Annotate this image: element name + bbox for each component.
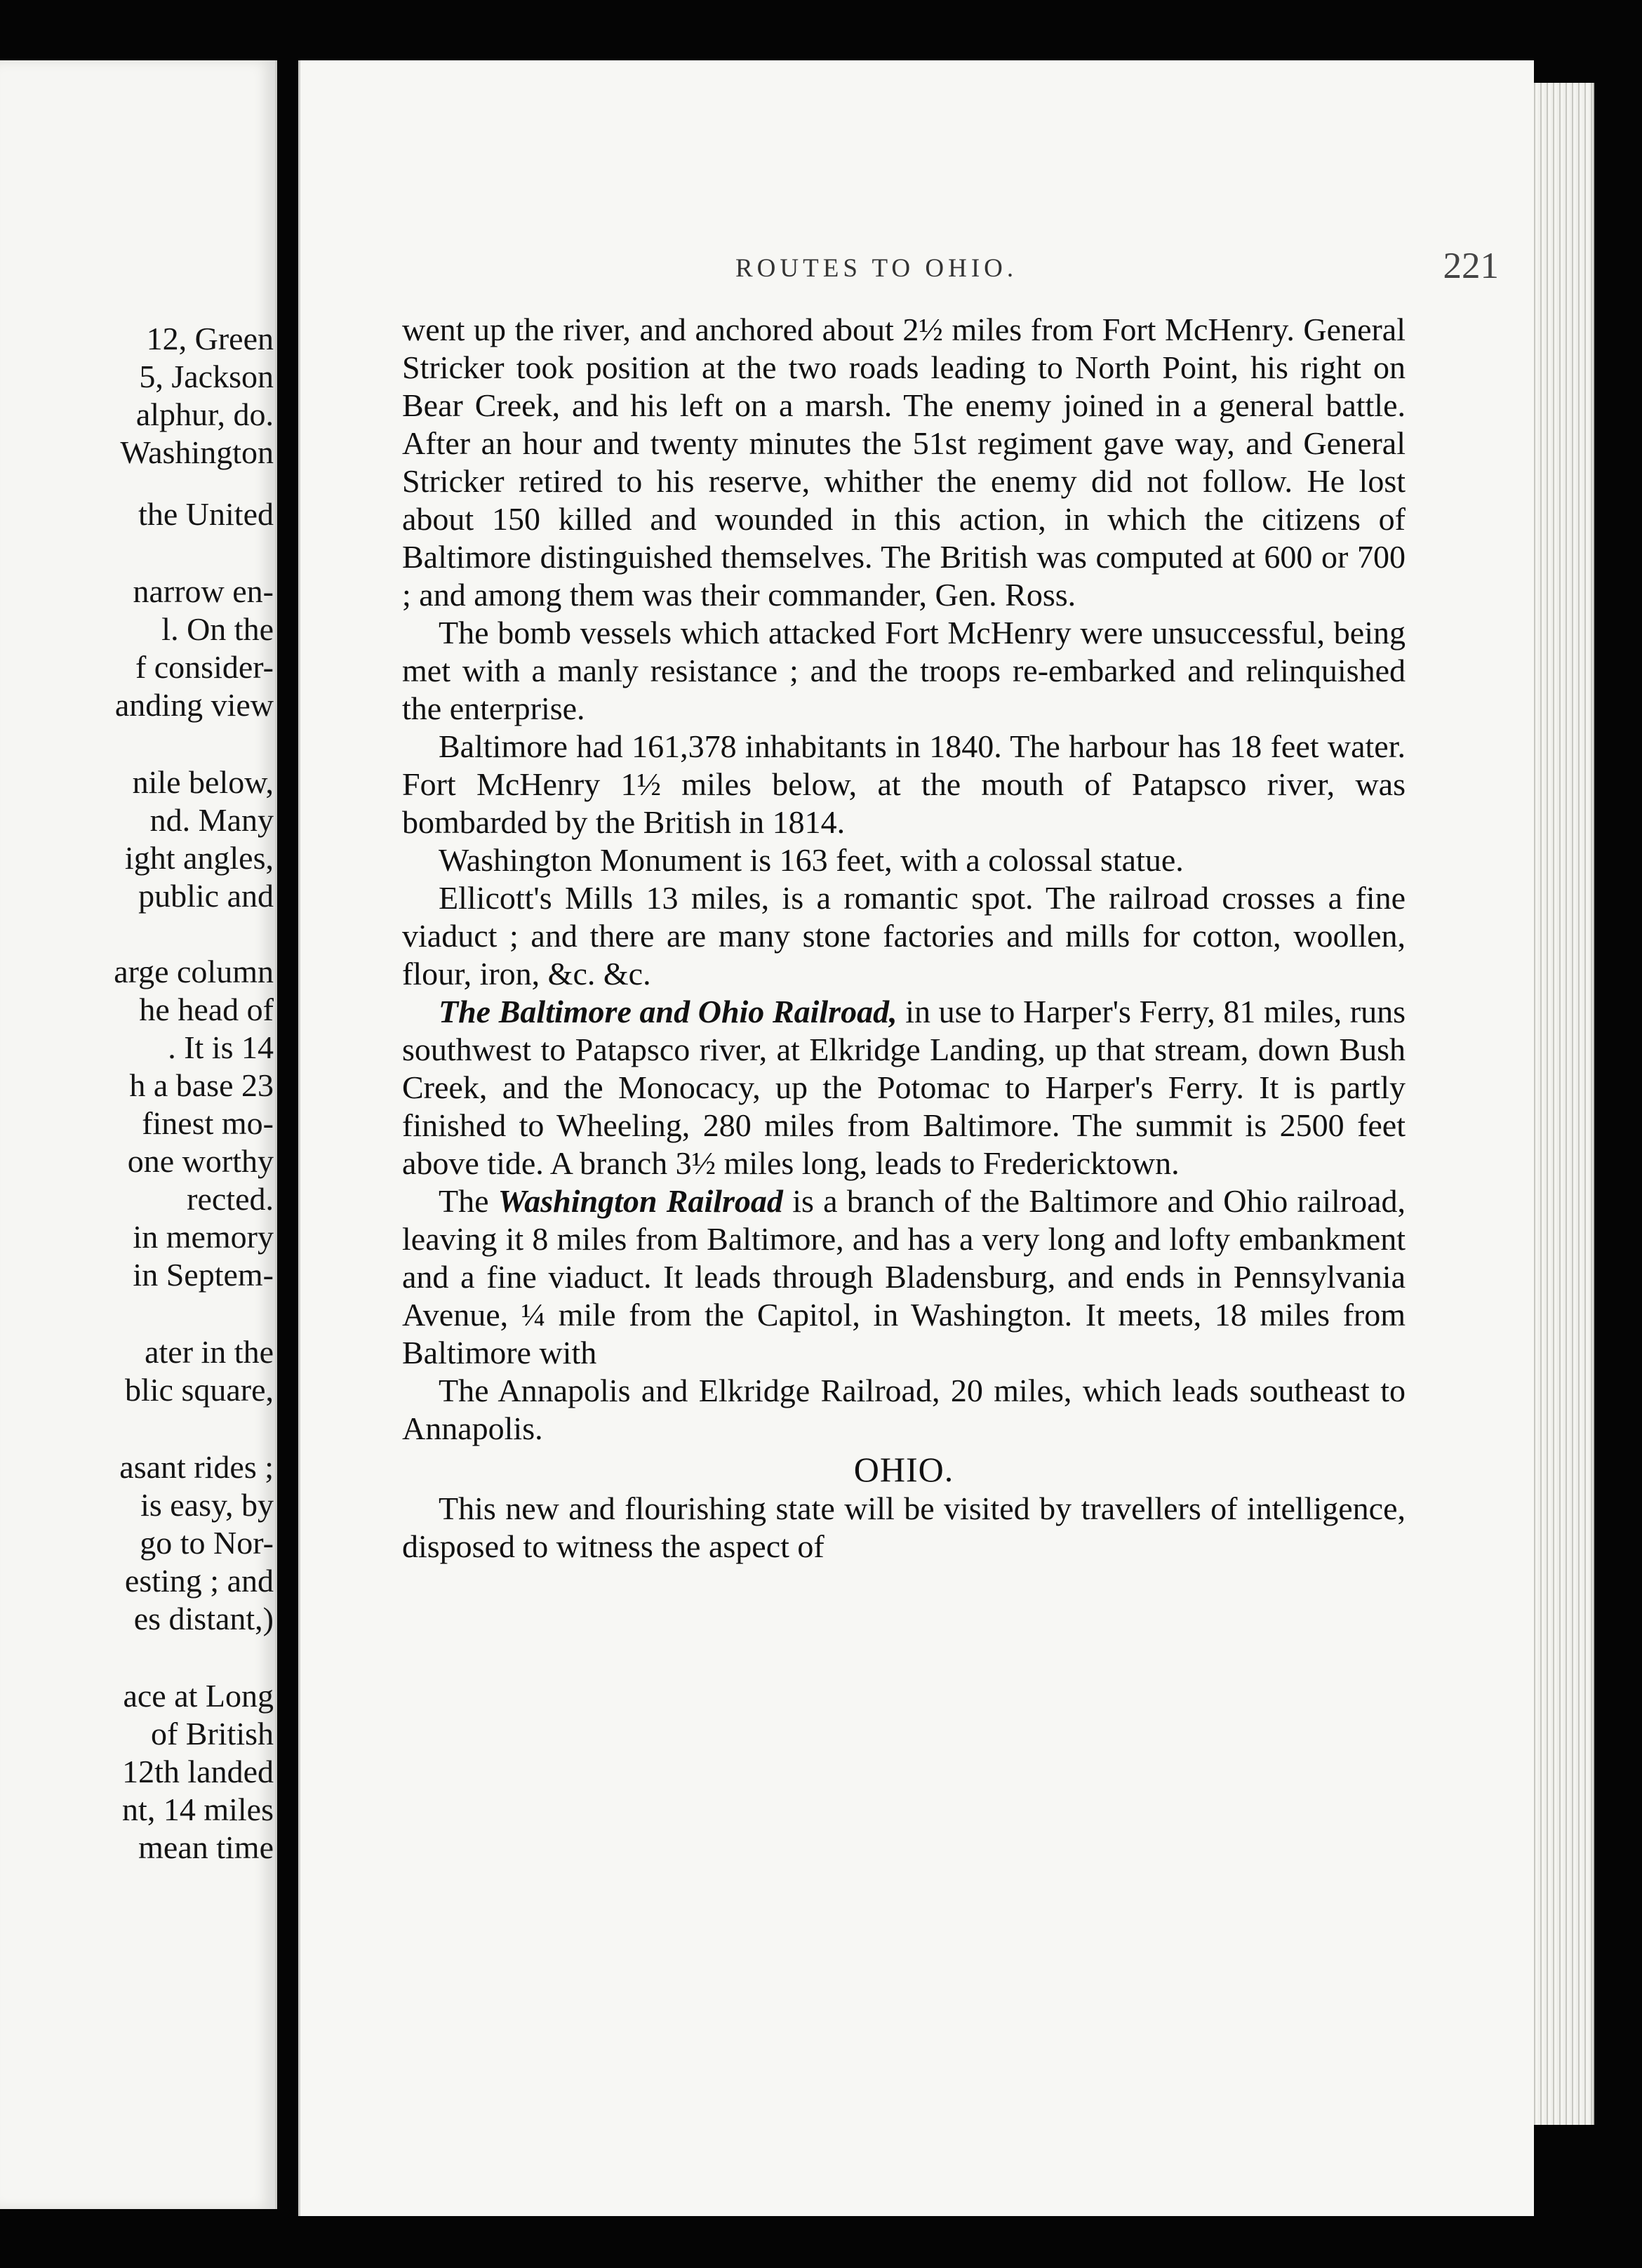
paragraph-text: in use to Harper's Ferry, 81 miles, runs southwest to Patapsco river, at Elkridge Landing, up that stream, down Bush Creek, and the Monocacy, up the Potomac to Harper's Ferry. It is partly finished to Wheeling, 280 miles from Baltimore. The summit is 2500 feet above tide. A branch 3½ miles long, leads to Fredericktown. bbox=[402, 994, 1406, 1181]
left-fragment: public and bbox=[138, 878, 274, 914]
section-heading: OHIO. bbox=[853, 1450, 954, 1489]
paragraph bbox=[402, 993, 1406, 1182]
body-text bbox=[402, 311, 1406, 1566]
italic-title: The Baltimore and Ohio Railroad, bbox=[439, 994, 897, 1029]
paragraph-text: The bbox=[439, 1183, 498, 1219]
left-fragment: asant rides ; bbox=[119, 1449, 274, 1485]
left-fragment: 5, Jackson bbox=[139, 359, 274, 394]
right-page bbox=[298, 60, 1534, 2216]
left-fragment: blic square, bbox=[124, 1372, 274, 1408]
left-fragment: 12th landed bbox=[122, 1754, 274, 1789]
left-fragment: finest mo- bbox=[142, 1105, 274, 1141]
paragraph: This new and flourishing state will be visited by travellers of intelligence, disposed to witness the aspect of bbox=[402, 1490, 1406, 1564]
left-fragment: l. On the bbox=[161, 611, 274, 647]
left-fragment: esting ; and bbox=[124, 1563, 274, 1599]
left-fragment: one worthy bbox=[127, 1143, 274, 1179]
paragraph: The Annapolis and Elkridge Railroad, 20 miles, which leads southeast to Annapolis. bbox=[402, 1373, 1406, 1446]
left-fragment: he head of bbox=[139, 992, 274, 1027]
left-fragment: rected. bbox=[187, 1181, 274, 1217]
left-fragment: arge column bbox=[114, 954, 274, 989]
left-fragment: f consider- bbox=[135, 649, 274, 685]
left-fragment: nd. Many bbox=[149, 802, 274, 838]
left-fragment: in Septem- bbox=[133, 1257, 274, 1293]
paragraph: The bomb vessels which attacked Fort McHenry were unsuccessful, being met with a manly resistance ; and the troops re-embarked and relinquished the enterprise. bbox=[402, 615, 1406, 726]
page-edges bbox=[1532, 83, 1594, 2125]
paragraph bbox=[402, 1182, 1406, 1372]
left-fragment: ight angles, bbox=[124, 840, 274, 876]
paragraph: Baltimore had 161,378 inhabitants in 1840. The harbour has 18 feet water. Fort McHenry 1½ miles below, at the mouth of Patapsco river, was bombarded by the British in 1814. bbox=[402, 728, 1406, 840]
paragraph-text: is a branch of the Baltimore and Ohio railroad, leaving it 8 miles from Baltimore, and has a very long and lofty embankment and a fine viaduct. It leads through Bladensburg, and ends in Pennsylvania Avenue, ¼ mile from the Capitol, in Washington. It meets, 18 miles from Baltimore with bbox=[402, 1183, 1406, 1370]
italic-title: Washington Railroad bbox=[498, 1183, 783, 1219]
left-fragment: is easy, by bbox=[140, 1487, 274, 1523]
left-page bbox=[0, 60, 277, 2209]
page-header bbox=[300, 245, 1534, 301]
paragraph: Ellicott's Mills 13 miles, is a romantic spot. The railroad crosses a fine viaduct ; and there are many stone factories and mills for cotton, woollen, flour, iron, &c. &c. bbox=[402, 880, 1406, 992]
left-fragment: ace at Long bbox=[123, 1678, 274, 1714]
left-fragment: . It is 14 bbox=[168, 1029, 274, 1065]
left-fragment: nt, 14 miles bbox=[122, 1792, 274, 1827]
left-fragment: nile below, bbox=[132, 764, 274, 800]
left-fragment: 12, Green bbox=[146, 321, 274, 356]
left-fragment: narrow en- bbox=[133, 573, 274, 609]
left-fragment: alphur, do. bbox=[135, 396, 274, 432]
left-fragment: Washington bbox=[120, 434, 274, 470]
left-fragment: in memory bbox=[133, 1219, 274, 1255]
page-number: 221 bbox=[1443, 246, 1499, 286]
left-fragment: go to Nor- bbox=[140, 1525, 274, 1561]
left-fragment: the United bbox=[138, 496, 274, 532]
left-fragment: of British bbox=[150, 1716, 274, 1752]
paragraph: went up the river, and anchored about 2½ miles from Fort McHenry. General Stricker took position at the two roads leading to North Point, his right on Bear Creek, and his left on a marsh. The enemy joined in a general battle. After an hour and twenty minutes the 51st regiment gave way, and General Stricker retired to his reserve, whither the enemy did not follow. He lost about 150 killed and wounded in this action, in which the citizens of Baltimore distinguished themselves. The British was computed at 600 or 700 ; and among them was their commander, Gen. Ross. bbox=[402, 312, 1406, 613]
running-head: ROUTES TO OHIO. bbox=[735, 254, 1018, 283]
left-fragment: mean time bbox=[138, 1829, 274, 1865]
left-fragment: h a base 23 bbox=[129, 1067, 274, 1103]
left-fragment: anding view bbox=[114, 687, 274, 723]
paragraph: Washington Monument is 163 feet, with a colossal statue. bbox=[439, 842, 1184, 878]
left-fragment: ater in the bbox=[145, 1334, 274, 1370]
left-fragment: es distant,) bbox=[133, 1601, 274, 1636]
